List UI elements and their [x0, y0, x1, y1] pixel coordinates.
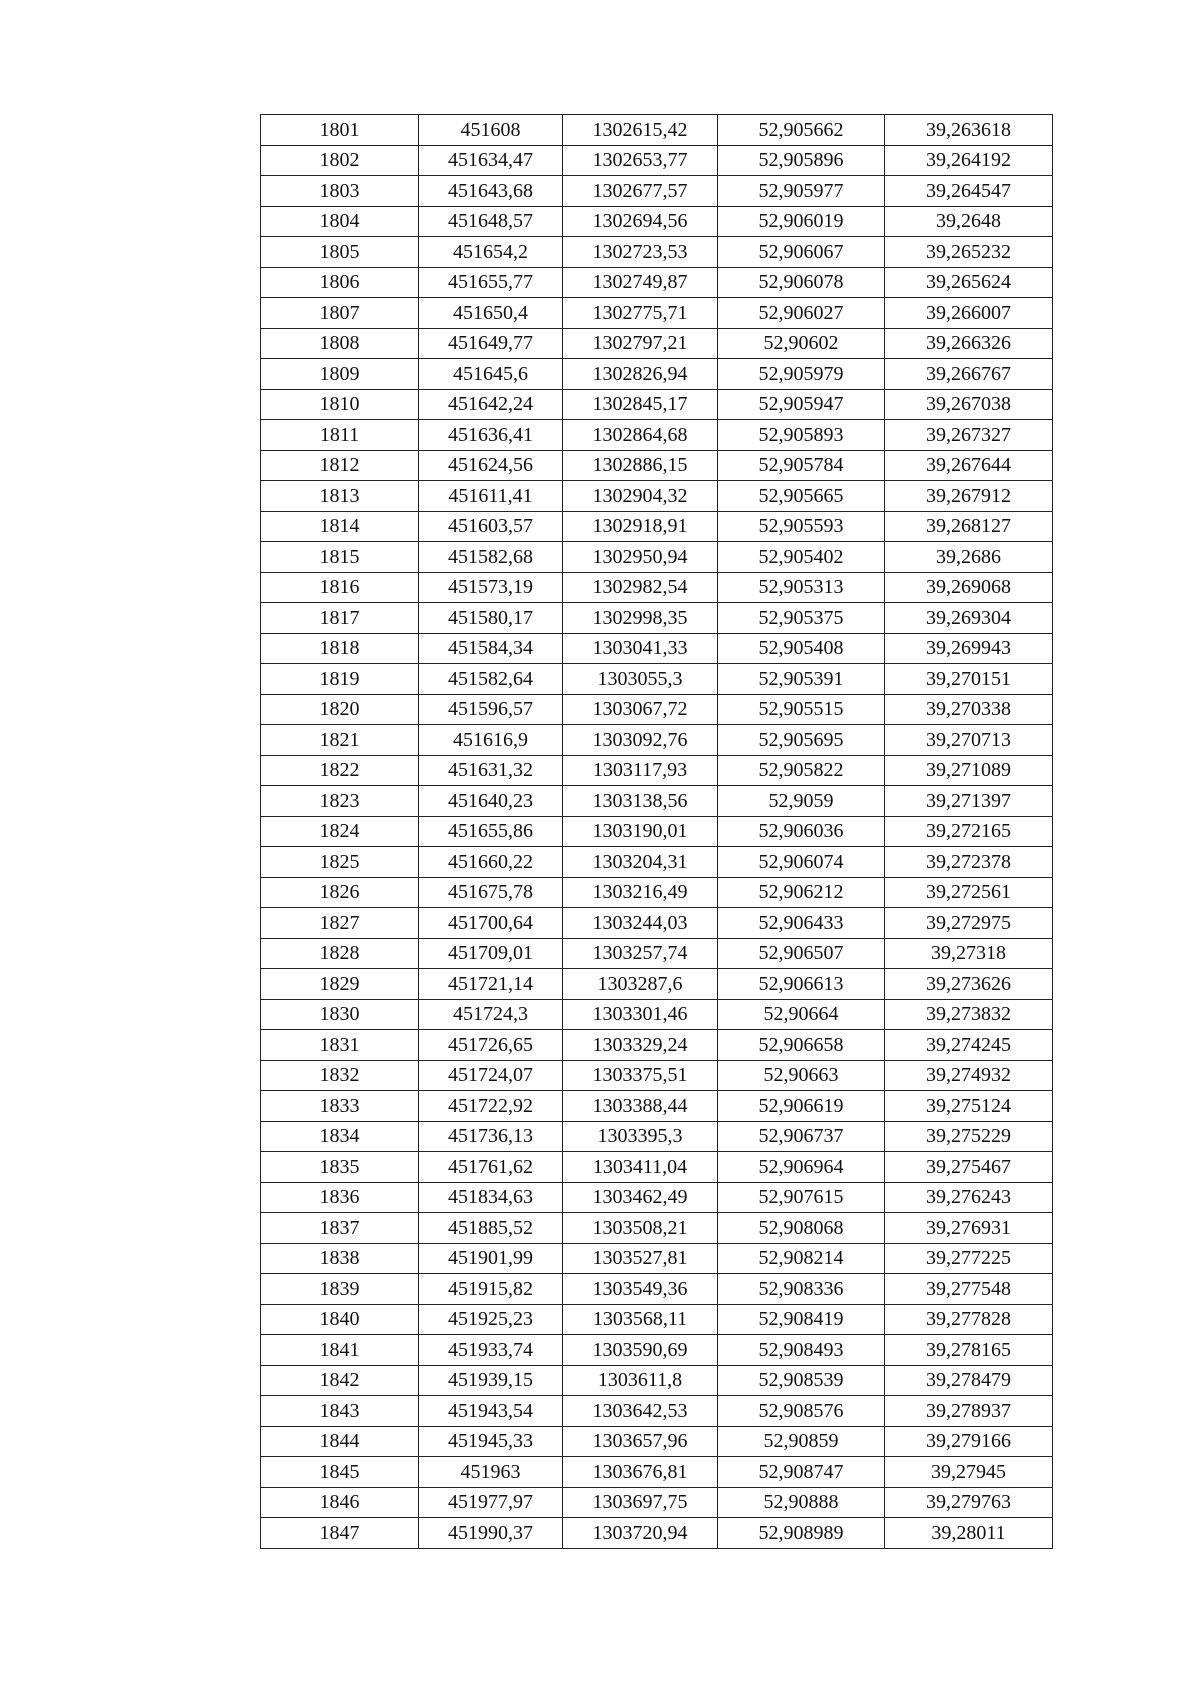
y-coordinate-cell: 1303375,51	[563, 1060, 718, 1091]
point-number-cell: 1820	[261, 694, 419, 725]
latitude-cell: 52,906027	[718, 298, 885, 329]
table-row	[261, 999, 1053, 1030]
longitude-cell: 39,279166	[885, 1426, 1053, 1457]
point-number-cell: 1806	[261, 267, 419, 298]
y-coordinate-cell: 1302845,17	[563, 389, 718, 420]
y-coordinate-cell: 1302694,56	[563, 206, 718, 237]
point-number-cell: 1843	[261, 1396, 419, 1427]
latitude-cell: 52,908576	[718, 1396, 885, 1427]
point-number-cell: 1834	[261, 1121, 419, 1152]
x-coordinate-cell: 451584,34	[419, 633, 563, 664]
longitude-cell: 39,265624	[885, 267, 1053, 298]
x-coordinate-cell: 451624,56	[419, 450, 563, 481]
latitude-cell: 52,907615	[718, 1182, 885, 1213]
table-row	[261, 1091, 1053, 1122]
x-coordinate-cell: 451608	[419, 115, 563, 146]
longitude-cell: 39,265232	[885, 237, 1053, 268]
x-coordinate-cell: 451643,68	[419, 176, 563, 207]
point-number-cell: 1821	[261, 725, 419, 756]
longitude-cell: 39,272378	[885, 847, 1053, 878]
longitude-cell: 39,276931	[885, 1213, 1053, 1244]
longitude-cell: 39,279763	[885, 1487, 1053, 1518]
y-coordinate-cell: 1303067,72	[563, 694, 718, 725]
table-row	[261, 511, 1053, 542]
y-coordinate-cell: 1302904,32	[563, 481, 718, 512]
latitude-cell: 52,906019	[718, 206, 885, 237]
longitude-cell: 39,273626	[885, 969, 1053, 1000]
point-number-cell: 1811	[261, 420, 419, 451]
table-row	[261, 115, 1053, 146]
point-number-cell: 1839	[261, 1274, 419, 1305]
x-coordinate-cell: 451977,97	[419, 1487, 563, 1518]
table-row	[261, 786, 1053, 817]
y-coordinate-cell: 1302677,57	[563, 176, 718, 207]
x-coordinate-cell: 451655,86	[419, 816, 563, 847]
point-number-cell: 1836	[261, 1182, 419, 1213]
x-coordinate-cell: 451963	[419, 1457, 563, 1488]
y-coordinate-cell: 1303216,49	[563, 877, 718, 908]
point-number-cell: 1841	[261, 1335, 419, 1366]
latitude-cell: 52,906613	[718, 969, 885, 1000]
x-coordinate-cell: 451990,37	[419, 1518, 563, 1549]
longitude-cell: 39,268127	[885, 511, 1053, 542]
longitude-cell: 39,273832	[885, 999, 1053, 1030]
longitude-cell: 39,266767	[885, 359, 1053, 390]
point-number-cell: 1802	[261, 145, 419, 176]
longitude-cell: 39,269068	[885, 572, 1053, 603]
table-row	[261, 969, 1053, 1000]
table-row	[261, 1457, 1053, 1488]
table-row	[261, 1182, 1053, 1213]
x-coordinate-cell: 451642,24	[419, 389, 563, 420]
table-row	[261, 1152, 1053, 1183]
y-coordinate-cell: 1302982,54	[563, 572, 718, 603]
x-coordinate-cell: 451834,63	[419, 1182, 563, 1213]
latitude-cell: 52,905695	[718, 725, 885, 756]
point-number-cell: 1838	[261, 1243, 419, 1274]
y-coordinate-cell: 1302615,42	[563, 115, 718, 146]
latitude-cell: 52,906212	[718, 877, 885, 908]
y-coordinate-cell: 1303611,8	[563, 1365, 718, 1396]
latitude-cell: 52,90602	[718, 328, 885, 359]
y-coordinate-cell: 1302723,53	[563, 237, 718, 268]
y-coordinate-cell: 1303508,21	[563, 1213, 718, 1244]
table-row	[261, 877, 1053, 908]
table-row	[261, 816, 1053, 847]
latitude-cell: 52,908539	[718, 1365, 885, 1396]
longitude-cell: 39,27318	[885, 938, 1053, 969]
point-number-cell: 1840	[261, 1304, 419, 1335]
point-number-cell: 1808	[261, 328, 419, 359]
y-coordinate-cell: 1303041,33	[563, 633, 718, 664]
table-row	[261, 1121, 1053, 1152]
longitude-cell: 39,267912	[885, 481, 1053, 512]
table-row	[261, 389, 1053, 420]
longitude-cell: 39,270338	[885, 694, 1053, 725]
y-coordinate-cell: 1302864,68	[563, 420, 718, 451]
y-coordinate-cell: 1303697,75	[563, 1487, 718, 1518]
longitude-cell: 39,274932	[885, 1060, 1053, 1091]
point-number-cell: 1807	[261, 298, 419, 329]
point-number-cell: 1805	[261, 237, 419, 268]
latitude-cell: 52,908989	[718, 1518, 885, 1549]
table-row	[261, 938, 1053, 969]
y-coordinate-cell: 1303411,04	[563, 1152, 718, 1183]
point-number-cell: 1844	[261, 1426, 419, 1457]
point-number-cell: 1816	[261, 572, 419, 603]
y-coordinate-cell: 1303527,81	[563, 1243, 718, 1274]
y-coordinate-cell: 1303301,46	[563, 999, 718, 1030]
table-row	[261, 176, 1053, 207]
latitude-cell: 52,90888	[718, 1487, 885, 1518]
longitude-cell: 39,264547	[885, 176, 1053, 207]
x-coordinate-cell: 451645,6	[419, 359, 563, 390]
longitude-cell: 39,275229	[885, 1121, 1053, 1152]
x-coordinate-cell: 451655,77	[419, 267, 563, 298]
longitude-cell: 39,267327	[885, 420, 1053, 451]
table-row	[261, 145, 1053, 176]
table-row	[261, 1335, 1053, 1366]
x-coordinate-cell: 451939,15	[419, 1365, 563, 1396]
table-row	[261, 420, 1053, 451]
y-coordinate-cell: 1303287,6	[563, 969, 718, 1000]
y-coordinate-cell: 1303462,49	[563, 1182, 718, 1213]
latitude-cell: 52,906964	[718, 1152, 885, 1183]
point-number-cell: 1833	[261, 1091, 419, 1122]
latitude-cell: 52,905408	[718, 633, 885, 664]
x-coordinate-cell: 451573,19	[419, 572, 563, 603]
x-coordinate-cell: 451631,32	[419, 755, 563, 786]
latitude-cell: 52,908214	[718, 1243, 885, 1274]
point-number-cell: 1830	[261, 999, 419, 1030]
longitude-cell: 39,272561	[885, 877, 1053, 908]
latitude-cell: 52,906737	[718, 1121, 885, 1152]
longitude-cell: 39,270713	[885, 725, 1053, 756]
latitude-cell: 52,906036	[718, 816, 885, 847]
point-number-cell: 1819	[261, 664, 419, 695]
point-number-cell: 1822	[261, 755, 419, 786]
longitude-cell: 39,278937	[885, 1396, 1053, 1427]
table-row	[261, 1060, 1053, 1091]
latitude-cell: 52,905977	[718, 176, 885, 207]
x-coordinate-cell: 451943,54	[419, 1396, 563, 1427]
y-coordinate-cell: 1303642,53	[563, 1396, 718, 1427]
table-row	[261, 328, 1053, 359]
y-coordinate-cell: 1303190,01	[563, 816, 718, 847]
table-row	[261, 1213, 1053, 1244]
longitude-cell: 39,270151	[885, 664, 1053, 695]
point-number-cell: 1835	[261, 1152, 419, 1183]
point-number-cell: 1842	[261, 1365, 419, 1396]
longitude-cell: 39,269304	[885, 603, 1053, 634]
table-row	[261, 664, 1053, 695]
latitude-cell: 52,906433	[718, 908, 885, 939]
latitude-cell: 52,905896	[718, 145, 885, 176]
point-number-cell: 1818	[261, 633, 419, 664]
longitude-cell: 39,266007	[885, 298, 1053, 329]
latitude-cell: 52,905313	[718, 572, 885, 603]
y-coordinate-cell: 1302775,71	[563, 298, 718, 329]
longitude-cell: 39,2686	[885, 542, 1053, 573]
point-number-cell: 1810	[261, 389, 419, 420]
point-number-cell: 1847	[261, 1518, 419, 1549]
y-coordinate-cell: 1302653,77	[563, 145, 718, 176]
table-row	[261, 572, 1053, 603]
point-number-cell: 1813	[261, 481, 419, 512]
x-coordinate-cell: 451933,74	[419, 1335, 563, 1366]
latitude-cell: 52,906507	[718, 938, 885, 969]
longitude-cell: 39,2648	[885, 206, 1053, 237]
table-row	[261, 1518, 1053, 1549]
point-number-cell: 1804	[261, 206, 419, 237]
coordinates-table-body	[261, 115, 1053, 1549]
y-coordinate-cell: 1303720,94	[563, 1518, 718, 1549]
latitude-cell: 52,905375	[718, 603, 885, 634]
x-coordinate-cell: 451582,68	[419, 542, 563, 573]
table-row	[261, 1274, 1053, 1305]
latitude-cell: 52,908493	[718, 1335, 885, 1366]
x-coordinate-cell: 451660,22	[419, 847, 563, 878]
x-coordinate-cell: 451885,52	[419, 1213, 563, 1244]
x-coordinate-cell: 451726,65	[419, 1030, 563, 1061]
longitude-cell: 39,277225	[885, 1243, 1053, 1274]
latitude-cell: 52,905593	[718, 511, 885, 542]
point-number-cell: 1823	[261, 786, 419, 817]
x-coordinate-cell: 451901,99	[419, 1243, 563, 1274]
x-coordinate-cell: 451648,57	[419, 206, 563, 237]
x-coordinate-cell: 451650,4	[419, 298, 563, 329]
point-number-cell: 1828	[261, 938, 419, 969]
x-coordinate-cell: 451675,78	[419, 877, 563, 908]
table-row	[261, 694, 1053, 725]
latitude-cell: 52,905391	[718, 664, 885, 695]
point-number-cell: 1826	[261, 877, 419, 908]
table-row	[261, 755, 1053, 786]
point-number-cell: 1812	[261, 450, 419, 481]
x-coordinate-cell: 451654,2	[419, 237, 563, 268]
x-coordinate-cell: 451721,14	[419, 969, 563, 1000]
x-coordinate-cell: 451700,64	[419, 908, 563, 939]
table-row	[261, 1243, 1053, 1274]
table-row	[261, 1487, 1053, 1518]
longitude-cell: 39,272165	[885, 816, 1053, 847]
longitude-cell: 39,277548	[885, 1274, 1053, 1305]
latitude-cell: 52,908068	[718, 1213, 885, 1244]
x-coordinate-cell: 451634,47	[419, 145, 563, 176]
x-coordinate-cell: 451945,33	[419, 1426, 563, 1457]
longitude-cell: 39,264192	[885, 145, 1053, 176]
x-coordinate-cell: 451603,57	[419, 511, 563, 542]
x-coordinate-cell: 451915,82	[419, 1274, 563, 1305]
longitude-cell: 39,276243	[885, 1182, 1053, 1213]
y-coordinate-cell: 1302918,91	[563, 511, 718, 542]
point-number-cell: 1829	[261, 969, 419, 1000]
longitude-cell: 39,277828	[885, 1304, 1053, 1335]
latitude-cell: 52,905665	[718, 481, 885, 512]
latitude-cell: 52,905515	[718, 694, 885, 725]
y-coordinate-cell: 1302797,21	[563, 328, 718, 359]
x-coordinate-cell: 451925,23	[419, 1304, 563, 1335]
point-number-cell: 1817	[261, 603, 419, 634]
longitude-cell: 39,278165	[885, 1335, 1053, 1366]
latitude-cell: 52,90663	[718, 1060, 885, 1091]
latitude-cell: 52,905822	[718, 755, 885, 786]
table-row	[261, 267, 1053, 298]
y-coordinate-cell: 1303568,11	[563, 1304, 718, 1335]
x-coordinate-cell: 451640,23	[419, 786, 563, 817]
table-row	[261, 237, 1053, 268]
point-number-cell: 1814	[261, 511, 419, 542]
point-number-cell: 1801	[261, 115, 419, 146]
latitude-cell: 52,906074	[718, 847, 885, 878]
longitude-cell: 39,28011	[885, 1518, 1053, 1549]
x-coordinate-cell: 451724,3	[419, 999, 563, 1030]
point-number-cell: 1815	[261, 542, 419, 573]
x-coordinate-cell: 451736,13	[419, 1121, 563, 1152]
y-coordinate-cell: 1303257,74	[563, 938, 718, 969]
longitude-cell: 39,27945	[885, 1457, 1053, 1488]
table-row	[261, 298, 1053, 329]
table-row	[261, 359, 1053, 390]
longitude-cell: 39,275467	[885, 1152, 1053, 1183]
table-row	[261, 1365, 1053, 1396]
x-coordinate-cell: 451722,92	[419, 1091, 563, 1122]
x-coordinate-cell: 451611,41	[419, 481, 563, 512]
longitude-cell: 39,272975	[885, 908, 1053, 939]
point-number-cell: 1825	[261, 847, 419, 878]
table-row	[261, 206, 1053, 237]
y-coordinate-cell: 1303117,93	[563, 755, 718, 786]
y-coordinate-cell: 1302998,35	[563, 603, 718, 634]
x-coordinate-cell: 451709,01	[419, 938, 563, 969]
latitude-cell: 52,90664	[718, 999, 885, 1030]
latitude-cell: 52,905893	[718, 420, 885, 451]
x-coordinate-cell: 451596,57	[419, 694, 563, 725]
y-coordinate-cell: 1302886,15	[563, 450, 718, 481]
x-coordinate-cell: 451724,07	[419, 1060, 563, 1091]
table-row	[261, 542, 1053, 573]
table-row	[261, 450, 1053, 481]
longitude-cell: 39,271397	[885, 786, 1053, 817]
point-number-cell: 1832	[261, 1060, 419, 1091]
x-coordinate-cell: 451636,41	[419, 420, 563, 451]
latitude-cell: 52,905402	[718, 542, 885, 573]
y-coordinate-cell: 1303676,81	[563, 1457, 718, 1488]
latitude-cell: 52,905784	[718, 450, 885, 481]
longitude-cell: 39,275124	[885, 1091, 1053, 1122]
point-number-cell: 1846	[261, 1487, 419, 1518]
table-row	[261, 725, 1053, 756]
latitude-cell: 52,906619	[718, 1091, 885, 1122]
table-row	[261, 1304, 1053, 1335]
y-coordinate-cell: 1303204,31	[563, 847, 718, 878]
y-coordinate-cell: 1303138,56	[563, 786, 718, 817]
y-coordinate-cell: 1303055,3	[563, 664, 718, 695]
y-coordinate-cell: 1303657,96	[563, 1426, 718, 1457]
latitude-cell: 52,908419	[718, 1304, 885, 1335]
longitude-cell: 39,269943	[885, 633, 1053, 664]
x-coordinate-cell: 451616,9	[419, 725, 563, 756]
latitude-cell: 52,906078	[718, 267, 885, 298]
y-coordinate-cell: 1303395,3	[563, 1121, 718, 1152]
longitude-cell: 39,266326	[885, 328, 1053, 359]
longitude-cell: 39,271089	[885, 755, 1053, 786]
point-number-cell: 1831	[261, 1030, 419, 1061]
y-coordinate-cell: 1303549,36	[563, 1274, 718, 1305]
table-row	[261, 1030, 1053, 1061]
longitude-cell: 39,274245	[885, 1030, 1053, 1061]
table-row	[261, 481, 1053, 512]
y-coordinate-cell: 1302826,94	[563, 359, 718, 390]
x-coordinate-cell: 451761,62	[419, 1152, 563, 1183]
point-number-cell: 1837	[261, 1213, 419, 1244]
latitude-cell: 52,90859	[718, 1426, 885, 1457]
point-number-cell: 1827	[261, 908, 419, 939]
latitude-cell: 52,905947	[718, 389, 885, 420]
table-row	[261, 1396, 1053, 1427]
latitude-cell: 52,905662	[718, 115, 885, 146]
y-coordinate-cell: 1303388,44	[563, 1091, 718, 1122]
table-row	[261, 908, 1053, 939]
x-coordinate-cell: 451580,17	[419, 603, 563, 634]
y-coordinate-cell: 1303244,03	[563, 908, 718, 939]
longitude-cell: 39,278479	[885, 1365, 1053, 1396]
y-coordinate-cell: 1303590,69	[563, 1335, 718, 1366]
point-number-cell: 1845	[261, 1457, 419, 1488]
latitude-cell: 52,9059	[718, 786, 885, 817]
table-row	[261, 847, 1053, 878]
longitude-cell: 39,263618	[885, 115, 1053, 146]
latitude-cell: 52,906658	[718, 1030, 885, 1061]
point-number-cell: 1803	[261, 176, 419, 207]
y-coordinate-cell: 1302749,87	[563, 267, 718, 298]
coordinates-table	[260, 114, 1053, 1549]
table-row	[261, 603, 1053, 634]
latitude-cell: 52,905979	[718, 359, 885, 390]
longitude-cell: 39,267038	[885, 389, 1053, 420]
latitude-cell: 52,908747	[718, 1457, 885, 1488]
point-number-cell: 1824	[261, 816, 419, 847]
y-coordinate-cell: 1303092,76	[563, 725, 718, 756]
x-coordinate-cell: 451649,77	[419, 328, 563, 359]
longitude-cell: 39,267644	[885, 450, 1053, 481]
table-row	[261, 633, 1053, 664]
latitude-cell: 52,908336	[718, 1274, 885, 1305]
y-coordinate-cell: 1302950,94	[563, 542, 718, 573]
x-coordinate-cell: 451582,64	[419, 664, 563, 695]
table-row	[261, 1426, 1053, 1457]
latitude-cell: 52,906067	[718, 237, 885, 268]
point-number-cell: 1809	[261, 359, 419, 390]
y-coordinate-cell: 1303329,24	[563, 1030, 718, 1061]
